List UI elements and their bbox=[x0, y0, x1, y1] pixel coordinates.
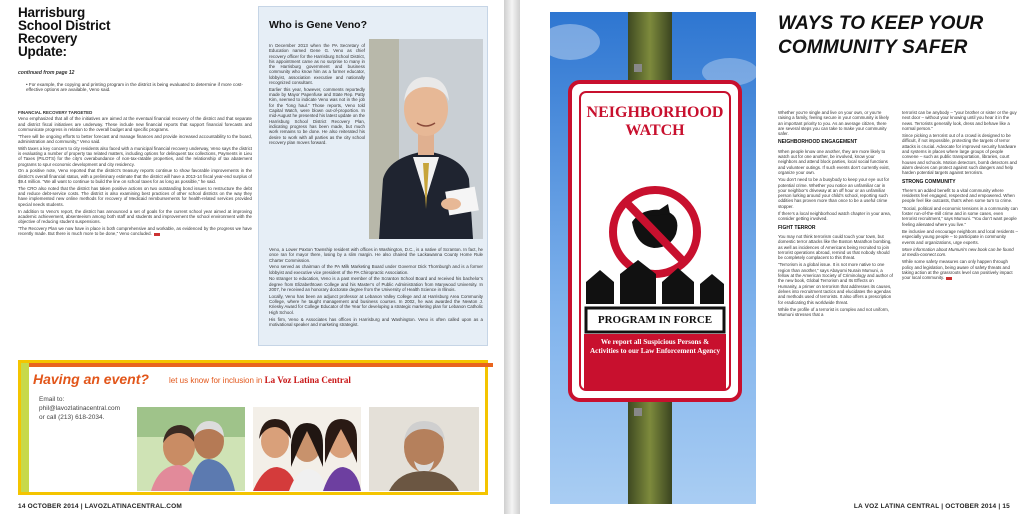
end-mark-icon bbox=[946, 277, 952, 280]
ad-top-stripe bbox=[29, 363, 493, 367]
sidebar-paragraph: Veno served as chairman of the PA Milk Marketing Board under Governor Dick Thornburgh and is a former lobbyist and executive vice president of the PA Chiropractic Association. bbox=[269, 264, 483, 275]
sidebar-paragraph: Locally, Veno has been an adjunct professor at Lebanon Valley College and at Harrisburg Area Community College, where he taught management and business courses. In 2002, he was awarded the Newton J. Kriesky Award for College Educator of the Year for developing a strategic marketing plan for Lebanon Catholic High School. bbox=[269, 293, 483, 315]
event-advertisement bbox=[18, 360, 488, 495]
section-heading: FIGHT TERROR bbox=[778, 224, 816, 231]
sidebar-paragraph: His firm, Veno & Associates has offices in Harrisburg and Washington. Veno is often called upon as a motivational speaker and marketing strategist. bbox=[269, 316, 483, 327]
body-paragraph: Whether you’re single and live on your own, or you’re raising a family, feeling secure in your community is likely an important priority to you. As an average citizen, there are several steps you can take to make your community safer. bbox=[778, 110, 889, 137]
sign-line: NEIGHBORHOOD bbox=[586, 104, 724, 121]
closing-text: “The Recovery Plan we now have in place is both comprehensive and workable, as evidenced by the progress we have recently made. But there is much more to be done,” Veno concluded. bbox=[18, 225, 252, 237]
body-paragraph: Be inclusive and encourage neighbors and local residents – especially young people – to participate in community events and organizations, urge experts. bbox=[902, 228, 1018, 245]
sidebar-title: Who is Gene Veno? bbox=[269, 19, 368, 31]
children-photo bbox=[253, 407, 361, 491]
body-paragraph: With taxes a key concern to city residents also faced with a municipal financial recovery underway, Veno says the district is evaluating a number of property tax related matters, including options for delinquent tax collections, Payments in Lieu of Taxes (PILOTS) for the city’s overabundance of non-tax-ratable properties, and the relationship of tax abatement programs to spur economic development and city residency. bbox=[18, 145, 252, 167]
body-paragraph: “There will be ongoing efforts to better forecast and manage finances and provide increased accountability to the board, administration and community,” Veno said. bbox=[18, 133, 252, 144]
title-line: Update: bbox=[18, 44, 67, 59]
ad-subline-text: let us know for inclusion in bbox=[169, 376, 263, 385]
sidebar-paragraph: No stranger to education, Veno is a past member of the Scranton School Board and received his bachelor’s degree from Elizabethtown College and his Master’s of Public Administration from Marywood University. In 2007, he received an honorary doctorate degree from the University of Health Science in Illinois. bbox=[269, 276, 483, 293]
closing-text: While some safety measures can only happen through policy and legislation, being aware of safety threats and taking action at the grassroots level can positively impact your local community. bbox=[902, 259, 1013, 281]
article-body bbox=[18, 110, 252, 238]
body-paragraph bbox=[902, 259, 1018, 280]
body-paragraph: Since picking a terrorist out of a crowd is designed to be difficult, if not impossible, protecting the targets of terror attacks is crucial. Advocate for improved security hardware and systems in places where large groups of people convene – such as public transportation, libraries, court houses and schools. Motion detectors, bomb detectors and alarm devices can protect against such dangers and help harden potential targets against terrorism. bbox=[902, 133, 1017, 176]
sign-notice: We report all Suspicious Persons & Activities to our Law Enforcement Agency bbox=[589, 338, 721, 355]
portrait-illustration bbox=[369, 39, 483, 239]
neighborhood-watch-photo bbox=[550, 12, 756, 504]
sidebar-bio bbox=[269, 247, 483, 329]
sidebar-intro bbox=[269, 43, 365, 147]
section-heading: FINANCIAL RECOVERY TARGETED bbox=[18, 110, 93, 115]
body-paragraph: In addition to Veno’s report, the district has announced a set of goals for the current school year aimed at improving academic achievement, absenteeism among both staff and students and improvement the school environment with the objective of reducing student suspensions. bbox=[18, 208, 252, 225]
body-paragraph: Veno emphasized that all of the initiatives are aimed at the eventual financial recovery of the district and that separate and district fiscal initiatives are underway. These include new financial reports that support financial forecasts and communicate progress in relation to the overall budget and specific programs. bbox=[18, 116, 252, 132]
body-paragraph: “Social, political and economic tensions in a community can foster run-of-the-mill crime and in some cases, even terrorist recruitment,” says Mumuni. “You don’t want people feeling alienated where you live.” bbox=[902, 205, 1018, 227]
sidebar-paragraph: Veno, a Lower Paxton Township resident with offices in Washington, D.C., is a native of Scranton. In fact, he once ran for mayor there, losing by a slim margin. He also chaired the Lackawanna County Home Rule Charter Commission. bbox=[269, 247, 483, 263]
phone-number: or call (213) 618-2034. bbox=[39, 414, 105, 421]
body-paragraph: You may not think terrorism could touch your town, but domestic terror attacks like the Boston Marathon bombing, as well as incidences of Americans being recruited to join terrorist operations abroad, remind us that nobody should be completely complacent to this threat. bbox=[778, 233, 892, 261]
ad-accent-bar bbox=[21, 363, 29, 492]
article-column-2 bbox=[902, 110, 1018, 283]
bullet-item: • For example, the copying and printing program in the district is being evaluated to determine if more cost-effective options are available, Veno said. bbox=[26, 82, 243, 93]
children-illustration bbox=[253, 407, 361, 491]
elder-illustration bbox=[369, 407, 479, 491]
body-paragraph: On a positive note, Veno reported that the district’s treasury reports continue to show favorable improvements in the district’s overall financial status, with a preliminary estimate that the district will have a 2013-14 fiscal year-end surplus of $9.4 million. “We all want to continue to build the line on school taxes for as long as possible,” he said. bbox=[18, 168, 252, 185]
couple-photo bbox=[137, 407, 245, 491]
right-page bbox=[520, 0, 1024, 514]
body-paragraph: There’s an added benefit to a vital community where residents feel engaged, respected and empowered. When people feel like outcasts, that’s when some turn to crime. bbox=[902, 187, 1015, 204]
body-paragraph: terrorist can be anybody – “your brother or sister or the guy next door – without your knowing until you hear it in the news. Terrorists generally look, dress and behave like a normal person.” bbox=[902, 110, 1017, 131]
portrait-photo bbox=[369, 39, 483, 239]
continued-note: continued from page 12 bbox=[18, 70, 75, 76]
sign-line: WATCH bbox=[625, 122, 685, 139]
section-heading: NEIGHBORHOOD ENGAGEMENT bbox=[778, 139, 858, 146]
ad-subline bbox=[169, 375, 351, 385]
page-footer: 14 OCTOBER 2014 | LAVOZLATINACENTRAL.COM bbox=[18, 503, 183, 510]
sign-banner: PROGRAM IN FORCE bbox=[597, 314, 713, 326]
ad-contact bbox=[39, 395, 120, 422]
info-note: More information about Mumuni’s new book can be found at media-connect.com. bbox=[902, 246, 1014, 258]
title-line: Recovery bbox=[18, 31, 78, 46]
article-title: WAYS TO KEEP YOUR COMMUNITY SAFER bbox=[778, 13, 984, 58]
couple-illustration bbox=[137, 407, 245, 491]
page-footer: LA VOZ LATINA CENTRAL | OCTOBER 2014 | 15 bbox=[853, 503, 1010, 510]
sidebar-paragraph: Earlier this year, however, comments reportedly made by Mayor Papenfuse and State Rep. Patty Kim, seemed to indicate Veno was not in the job for the “long haul.” Those reports, Veno told Capital Watch, were blown out-of-proportion. In mid-August he presented his latest update on the Harrisburg School District Recovery Plan, indicating progress has been made, but much work remains to be done. He also reiterated his desire to work with all parties as the city school recovery plan moves forward. bbox=[269, 86, 365, 145]
body-paragraph: “Terrorism is a global issue. It is not more native to one region than another,” says Abayomi Nurain Mumuni, a fellow at the American Society of Criminology and author of the new book, Global Terrorism and Its Effects on Humanity, a primer on terrorism that addresses its causes, delves into recruitment tactics and elucidates the agendas and methods used of terrorists. It also offers a prescription for eradicating this worldwide threat. bbox=[778, 262, 893, 305]
sidebar-paragraph: In December 2013 when the PA Secretary of Education named Gene G. Veno as chief recovery officer for the Harrisburg School District, his appointment came as no surprise to many in the Harrisburg government and business community who know him as a former educator, lobbyist, association executive and nationally recognized consultant. bbox=[269, 43, 365, 86]
article-column-1 bbox=[778, 110, 894, 319]
email-link[interactable]: phil@lavozlatinacentral.com bbox=[39, 405, 121, 412]
section-heading: STRONG COMMUNITY bbox=[902, 178, 956, 185]
profile-sidebar bbox=[258, 6, 488, 346]
left-page bbox=[0, 0, 504, 514]
body-paragraph: You don’t need to be a busybody to keep your eye out for potential crime. Whether you notice an unfamiliar car in your neighbor’s driveway at an off hour or an unfamiliar person lurking around your child’s school, reporting such oddities has proven more than once to be a useful crime stopper. bbox=[778, 177, 890, 209]
elder-photo bbox=[369, 407, 479, 491]
body-paragraph: If there’s a local neighborhood watch chapter in your area, consider getting involved. bbox=[778, 211, 891, 222]
article-title bbox=[18, 6, 248, 58]
end-mark-icon bbox=[154, 233, 160, 236]
email-label: Email to: bbox=[39, 396, 65, 403]
body-paragraph: When people know one another, they are more likely to watch out for one another, be involved, know your neighbors and attend block parties, local social functions and volunteer outings. If such events don’t currently exist, organize your own. bbox=[778, 148, 890, 175]
title-line: Harrisburg bbox=[18, 5, 86, 20]
sign-illustration bbox=[550, 12, 756, 504]
bullet-text: For example, the copying and printing program in the district is being evaluated to determine if more cost-effective options are available, Veno said. bbox=[26, 82, 243, 93]
spread-gutter bbox=[504, 0, 520, 514]
ad-headline: Having an event? bbox=[33, 371, 149, 387]
body-paragraph: The CRO also noted that the district has taken positive actions on two outstanding bond issues to restructure the debt and reduce debt-service costs. The district is also examining best practices of other school districts on the way they have implemented new online methods for recovery of Medicaid reimbursements for health-related services provided special needs students. bbox=[18, 185, 252, 207]
brand-name: La Voz Latina Central bbox=[264, 375, 351, 385]
sign-heading bbox=[584, 104, 726, 140]
title-line: School District bbox=[18, 18, 111, 33]
body-paragraph: While the profile of a terrorist is complex and not uniform, Mumuni stresses that a bbox=[778, 306, 890, 318]
body-paragraph bbox=[18, 226, 252, 237]
